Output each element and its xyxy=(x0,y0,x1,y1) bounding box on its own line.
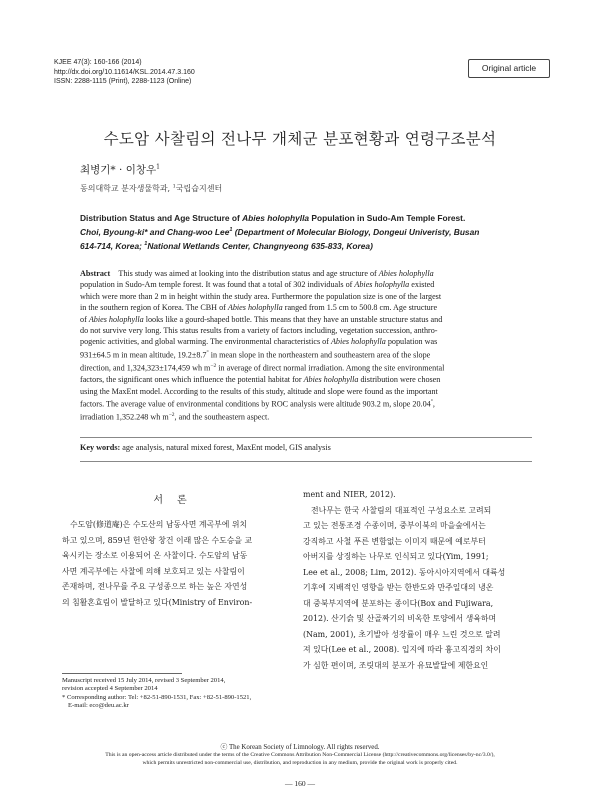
footnote xyxy=(62,677,251,711)
body-text-line: 강직하고 사철 푸른 변함없는 이미지 때문에 예로부터 xyxy=(303,536,486,546)
abstract-line: do not survive very long. This status results from a variety of factors including, vegetation succession, anthro- xyxy=(80,326,438,336)
abstract-text: looks like a gourd-shaped bottle. This means that they have an unstable structure status and xyxy=(143,314,443,324)
korean-author-sup: 1 xyxy=(156,163,160,171)
english-affil-sup: 1 xyxy=(144,241,148,248)
english-author-names: Choi, Byoung-ki* and Chang-woo Lee xyxy=(80,227,230,238)
exponent-sup: −2 xyxy=(168,412,175,419)
species-name: Abies holophylla xyxy=(227,303,283,313)
english-title-block xyxy=(80,212,540,252)
abstract-text: existed xyxy=(409,280,435,290)
abstract-line xyxy=(80,268,532,279)
body-text-line: 육시키는 장소로 이용되어 온 사찰이다. 수도암의 남동 xyxy=(62,551,248,560)
korean-title: 수도암 사찰림의 전나무 개체군 분포현황과 연령구조분석 xyxy=(103,130,497,148)
body-text-line: 수도암(修道庵)은 수도산의 남동사면 계곡부에 위치 xyxy=(70,520,248,529)
korean-affil-2: 국립습지센터 xyxy=(175,184,223,193)
abstract-line: using the MaxEnt model. According to the results of this study, altitude and slope were found as the important xyxy=(80,386,438,396)
abstract-text: population in Sudo-Am temple forest. It was found that a total of 302 individuals of xyxy=(80,280,355,290)
abstract-text: pogenic activities, and global warming. The environmental characteristics of xyxy=(80,337,331,347)
abstract-text: This study was aimed at looking into the distribution status and age structure of xyxy=(118,269,379,278)
body-column-right xyxy=(303,487,541,673)
abstract-text: of xyxy=(80,314,89,324)
korean-authors xyxy=(80,162,160,177)
korean-affil-1: 동의대학교 분자생물학과, xyxy=(80,184,173,193)
journal-citation: KJEE 47(3): 160-166 (2014) xyxy=(54,59,142,66)
abstract-text: in mean slope in the northeastern and southeastern area of the slope xyxy=(208,350,431,360)
body-column-left xyxy=(62,517,300,610)
body-text-line: 사면 계곡부에는 사찰에 의해 보호되고 있는 사찰림이 xyxy=(62,566,245,576)
footnote-line: * Corresponding author: Tel: +82-51-890-1531, Fax: +82-51-890-1521, xyxy=(62,693,252,701)
abstract-text: , xyxy=(432,399,435,409)
abstract-text: direction, and 1,324,323±174,459 wh m xyxy=(80,363,211,373)
keywords-text: age analysis, natural mixed forest, MaxEnt model, GIS analysis xyxy=(120,443,331,452)
species-name: Abies holophylla xyxy=(303,375,359,385)
copyright-notice: ⓒ The Korean Society of Limnology. All rights reserved. xyxy=(220,744,380,751)
footnote-line: revision accepted 4 September 2014 xyxy=(62,685,158,693)
body-text-line: 아버지를 상징하는 나무로 인식되고 있다(Yim, 1991; xyxy=(303,552,489,561)
species-name: Abies holophylla xyxy=(378,269,434,278)
abstract-text: in average of direct normal irradiation. Among the site environmental xyxy=(216,363,445,373)
abstract-line xyxy=(80,279,532,290)
abstract-text: 931±64.5 m in mean altitude, 19.2±8.7 xyxy=(80,350,207,360)
keywords-label: Key words: xyxy=(80,443,121,452)
abstract-text: in the southern region of Korea. The CBH of xyxy=(80,303,228,313)
body-text-line: 가 심한 편이며, 조릿대의 분포가 유묘발달에 제한요인 xyxy=(303,660,489,670)
body-text-line: 전나무는 한국 사찰림의 대표적인 구성요소로 고려되 xyxy=(311,505,492,515)
korean-affiliation xyxy=(80,183,222,194)
species-name: Abies holophylla xyxy=(88,314,144,324)
abstract-line xyxy=(80,397,532,410)
degree-sup: ° xyxy=(430,398,433,405)
body-text-line: 의 침활혼효림이 발달하고 있다(Ministry of Environ- xyxy=(62,597,253,607)
footnote-line: Manuscript received 15 July 2014, revised 3 September 2014, xyxy=(62,677,226,684)
abstract-line xyxy=(80,374,532,385)
abstract xyxy=(80,268,532,423)
abstract-text: irradiation 1,352.248 wh m xyxy=(80,412,169,422)
korean-affil-sup: 1 xyxy=(172,183,176,190)
species-name: Abies holophylla xyxy=(330,337,386,347)
english-author-dept: (Department of Molecular Biology, Dongeui Univeristy, Busan xyxy=(232,227,480,238)
english-title xyxy=(80,212,540,224)
english-affiliation xyxy=(80,238,540,252)
english-authors xyxy=(80,224,540,238)
abstract-line xyxy=(80,302,532,313)
journal-header xyxy=(54,58,195,87)
license-line: This is an open-access article distributed under the terms of the Creative Commons Attribution Non-Commercial License (http://creativecommons.org/licenses/by-nc/3.0/), xyxy=(105,752,495,758)
abstract-text: distribution were chosen xyxy=(358,375,441,385)
abstract-divider-bottom xyxy=(80,461,532,462)
footnote-rule xyxy=(62,673,182,674)
doi-link[interactable]: http://dx.doi.org/10.11614/KSL.2014.47.3.160 xyxy=(54,68,195,76)
abstract-text: population was xyxy=(385,337,438,347)
footnote-email[interactable]: E-mail: eco@deu.ac.kr xyxy=(68,702,129,710)
keywords xyxy=(80,443,331,452)
abstract-text: ranged from 1.5 cm to 500.8 cm. Age structure xyxy=(282,303,438,313)
license-line: which permits unrestricted non-commercial use, distribution, and reproduction in any medium, provide the original work is properly cited. xyxy=(142,759,458,766)
body-text-line: 고 있는 전통조경 수종이며, 중부이북의 마을숲에서는 xyxy=(303,521,486,530)
article-type-badge: Original article xyxy=(468,59,550,78)
license-notice xyxy=(0,752,600,768)
english-affil-part: National Wetlands Center, Changnyeong 635-833, Korea) xyxy=(147,241,373,252)
body-text-line: Lee et al., 2008; Lim, 2012). 동아시아지역에서 대륙성 xyxy=(303,567,506,577)
abstract-divider-top xyxy=(80,437,532,438)
page-number: — 160 — xyxy=(285,779,315,788)
abstract-label: Abstract xyxy=(80,269,111,278)
english-author-sup: 1 xyxy=(229,227,233,234)
body-text-line: ment and NIER, 2012). xyxy=(303,490,396,499)
issn-line: ISSN: 2288-1115 (Print), 2288-1123 (Online) xyxy=(54,78,192,85)
abstract-line xyxy=(80,410,532,423)
english-affil-part: 614-714, Korea; xyxy=(80,241,145,252)
body-text-line: 져 있다(Lee et al., 2008). 입지에 따라 흉고직경의 차이 xyxy=(303,645,501,654)
exponent-sup: −2 xyxy=(210,362,217,369)
abstract-text: factors. The average value of environmental conditions by ROC analysis were altitude 903.2 m, slope 20.04 xyxy=(80,399,431,409)
korean-author-names: 최병기* · 이창우 xyxy=(80,164,157,176)
english-title-part: Population in Sudo-Am Temple Forest. xyxy=(309,213,466,223)
abstract-line xyxy=(80,361,532,374)
abstract-text: , and the southeastern aspect. xyxy=(174,412,270,422)
abstract-line: which were more than 2 m in height within the study area. Furthermore the population size is one of the largest xyxy=(80,291,442,301)
body-text-line: 하고 있으며, 859년 헌안왕 창건 이래 많은 수도승을 교 xyxy=(62,535,253,545)
abstract-text: factors, the significant ones which influence the potential habitat for xyxy=(80,375,304,385)
body-text-line: 기후에 지배적인 영향을 받는 한반도와 만주일대의 냉온 xyxy=(303,583,494,592)
section-heading-introduction: 서론 xyxy=(153,495,201,506)
abstract-line xyxy=(80,314,532,325)
body-text-line: 2012). 산기슭 및 산골짜기의 비옥한 토양에서 생육하며 xyxy=(303,614,497,623)
species-name: Abies holophylla xyxy=(354,280,410,290)
body-text-line: (Nam, 2001), 초기발아 성장률이 매우 느린 것으로 알려 xyxy=(303,629,501,639)
abstract-line xyxy=(80,348,532,361)
english-title-part: Distribution Status and Age Structure of xyxy=(80,213,243,223)
body-text-line: 대 중북부지역에 분포하는 종이다(Box and Fujiwara, xyxy=(303,598,494,608)
degree-sup: ° xyxy=(206,349,209,356)
body-text-line: 존재하며, 전나무를 주요 구성종으로 하는 높은 자연성 xyxy=(62,582,248,591)
abstract-line xyxy=(80,336,532,347)
english-title-species: Abies holophylla xyxy=(242,213,310,223)
